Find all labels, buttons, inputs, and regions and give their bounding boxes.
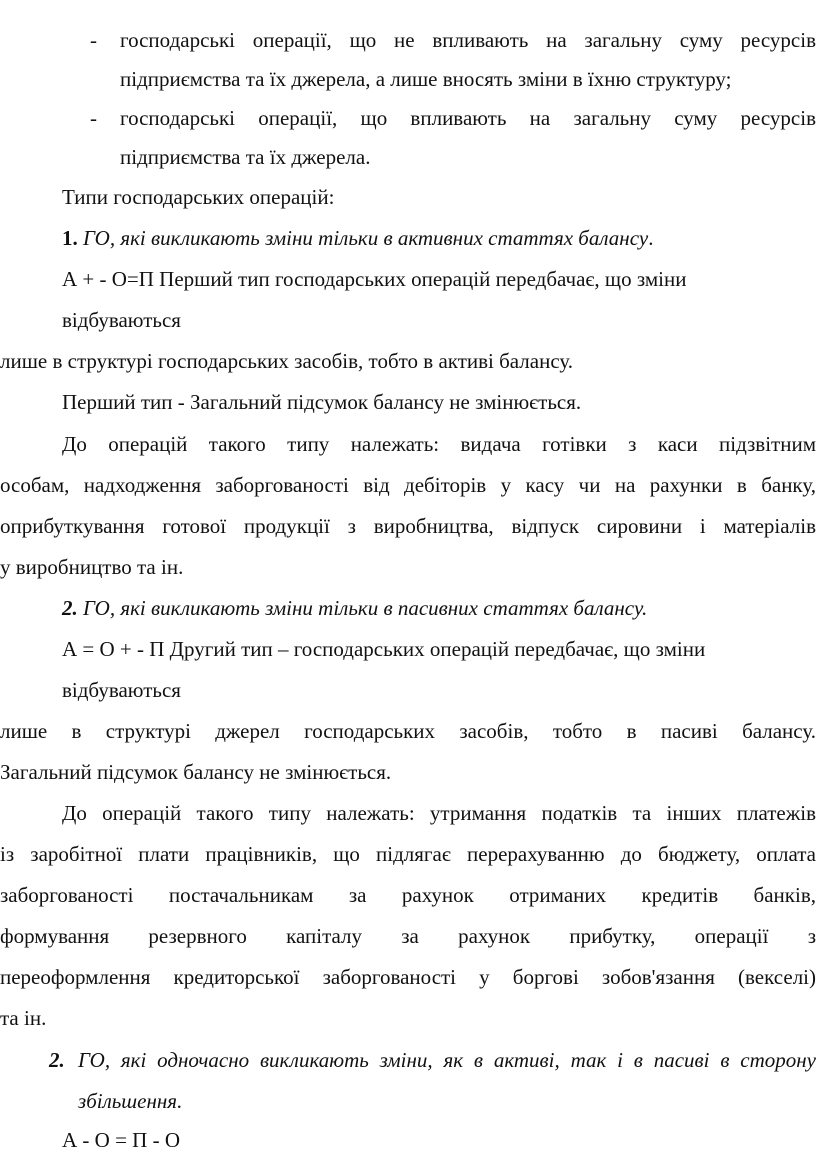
type-2-examples-line-1: До операцій такого типу належать: утримання податків та інших платежів xyxy=(62,801,816,825)
bullet-marker: - xyxy=(90,28,97,52)
type-2-examples-line-6: та ін. xyxy=(0,1006,47,1030)
type-3-formula: А - О = П - О xyxy=(62,1128,180,1152)
type-2-examples-line-4: формування резервного капіталу за рахунок прибутку, операції з xyxy=(0,924,816,948)
type-2-examples-line-2: із заробітної плати працівників, що підлягає перерахуванню до бюджету, оплата xyxy=(0,842,816,866)
type-1-title: ГО, які викликають зміни тільки в активних статтях балансу xyxy=(77,226,649,250)
type-2-title: ГО, які викликають зміни тільки в пасивних статтях балансу. xyxy=(77,596,648,620)
type-1-number: 1. xyxy=(62,226,78,250)
type-1-examples-line-1: До операцій такого типу належать: видача готівки з каси підзвітним xyxy=(62,432,816,456)
type-1-continuation: лише в структурі господарських засобів, тобто в активі балансу. xyxy=(0,349,574,373)
type-1-examples-line-3: оприбуткування готової продукції з виробництва, відпуск сировини і матеріалів xyxy=(0,514,816,538)
type-1-summary: Перший тип - Загальний підсумок балансу не змінюється. xyxy=(62,390,582,414)
bullet-2-line-2: підприємства та їх джерела. xyxy=(120,145,371,169)
bullet-2-line-1: господарські операції, що впливають на загальну суму ресурсів xyxy=(120,106,816,130)
type-1-formula-line-1: А + - О=П Перший тип господарських операцій передбачає, що зміни xyxy=(62,267,687,291)
type-1-examples-line-4: у виробництво та ін. xyxy=(0,555,184,579)
type-1-heading xyxy=(62,224,653,252)
type-2-number: 2. xyxy=(62,596,78,620)
type-3-number: 2. xyxy=(49,1048,65,1072)
type-3-title-line-2: збільшення. xyxy=(78,1089,183,1113)
bullet-1-line-1: господарські операції, що не впливають на загальну суму ресурсів xyxy=(120,28,816,52)
type-1-formula-line-2: відбуваються xyxy=(62,308,181,332)
type-1-examples-line-2: особам, надходження заборгованості від дебіторів у касу чи на рахунки в банку, xyxy=(0,473,816,497)
type-2-examples-line-3: заборгованості постачальникам за рахунок отриманих кредитів банків, xyxy=(0,883,816,907)
type-2-continuation-line-2: Загальний підсумок балансу не змінюється. xyxy=(0,760,392,784)
type-3-title-line-1: ГО, які одночасно викликають зміни, як в активі, так і в пасиві в сторону xyxy=(78,1048,816,1072)
type-2-heading xyxy=(62,594,647,622)
bullet-1-line-2: підприємства та їх джерела, а лише вносять зміни в їхню структуру; xyxy=(120,67,732,91)
type-2-formula-line-2: відбуваються xyxy=(62,678,181,702)
bullet-marker: - xyxy=(90,106,97,130)
type-1-title-end: . xyxy=(648,226,654,250)
types-heading: Типи господарських операцій: xyxy=(62,185,335,209)
type-2-continuation-line-1: лише в структурі джерел господарських засобів, тобто в пасиві балансу. xyxy=(0,719,816,743)
type-2-formula-line-1: А = О + - П Другий тип – господарських операцій передбачає, що зміни xyxy=(62,637,706,661)
type-2-examples-line-5: переоформлення кредиторської заборгованості у боргові зобов'язання (векселі) xyxy=(0,965,816,989)
